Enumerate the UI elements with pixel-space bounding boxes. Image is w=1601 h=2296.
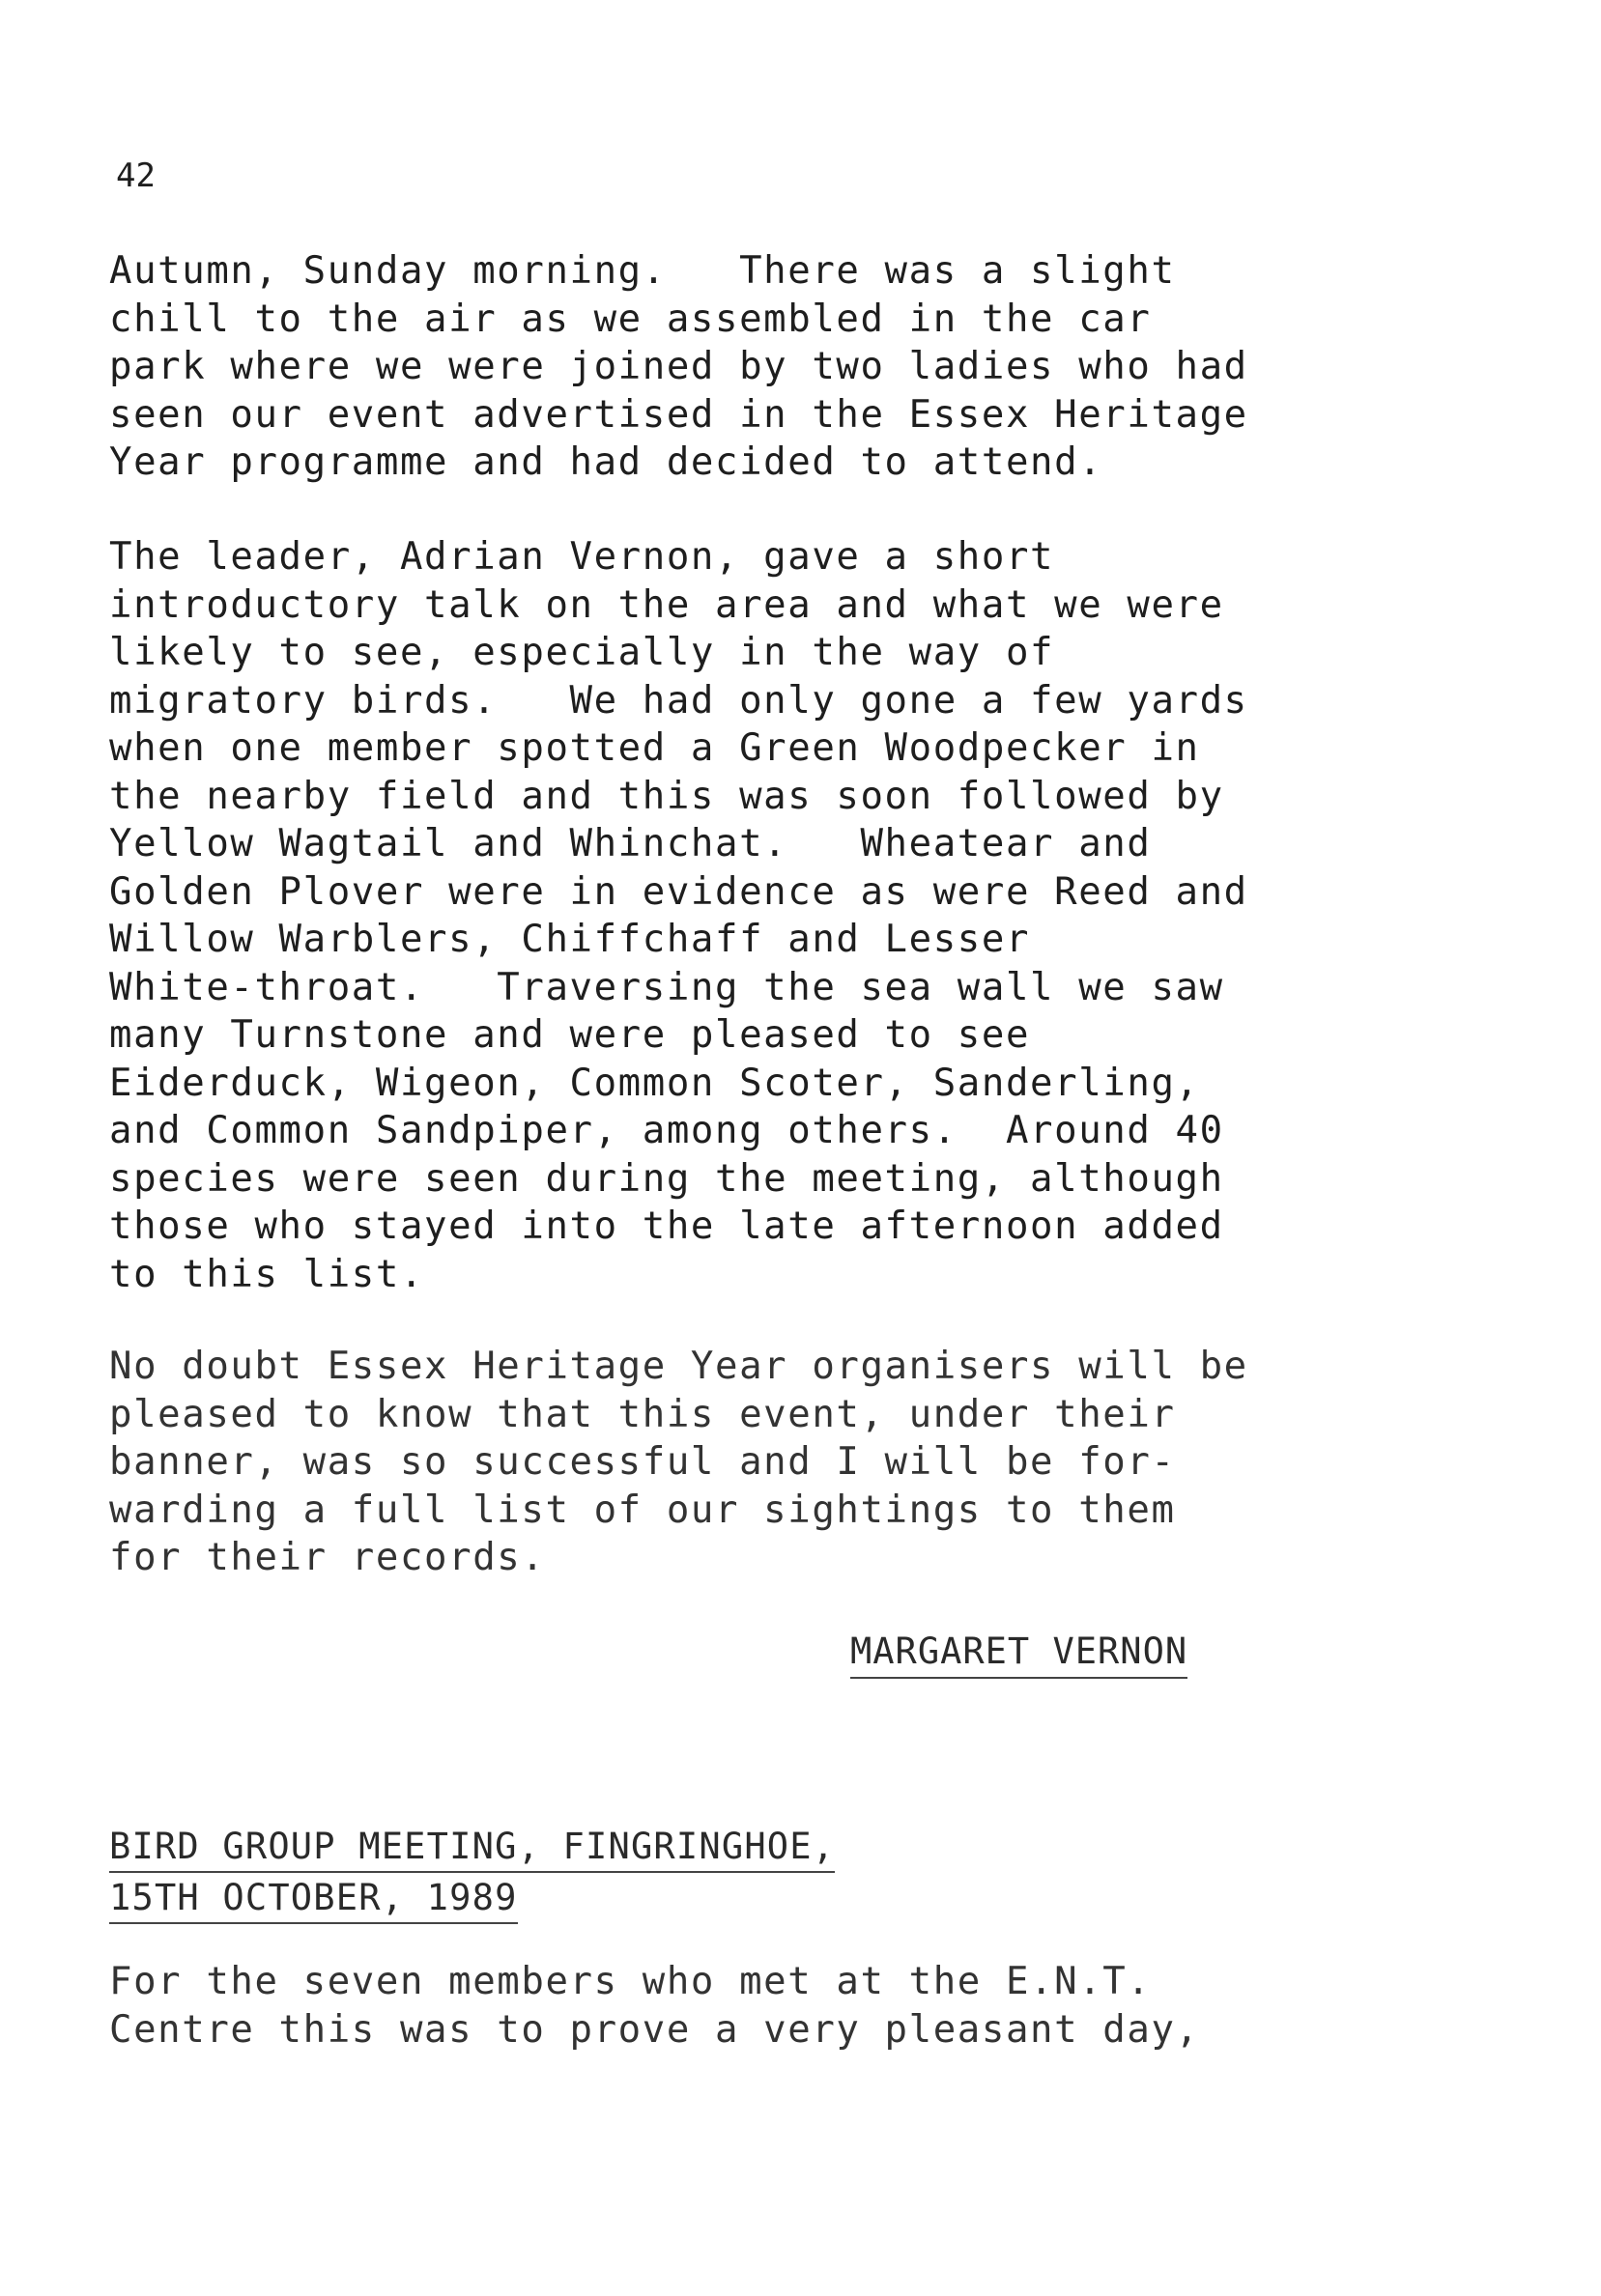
text-line: Autumn, Sunday morning. There was a slight [109,249,1176,293]
text-line: Yellow Wagtail and Whinchat. Wheatear and [109,822,1152,865]
text-line: many Turnstone and were pleased to see [109,1013,1031,1057]
text-line: when one member spotted a Green Woodpecker in [109,726,1200,770]
text-line: For the seven members who met at the E.N.T. [109,1960,1152,2003]
text-line: Golden Plover were in evidence as were Reed and [109,869,1248,914]
text-line: park where we were joined by two ladies who had [109,345,1248,388]
text-line: White-throat. Traversing the sea wall we saw [109,965,1224,1009]
text-line: Year programme and had decided to attend. [109,440,1103,484]
text-line: Willow Warblers, Chiffchaff and Lesser [109,918,1031,961]
text-line: warding a full list of our sightings to them [109,1488,1176,1532]
section-heading [109,1824,835,1926]
text-line: migratory birds. We had only gone a few yards [109,678,1248,723]
paragraph-fingringhoe-intro [109,1958,1501,2054]
text-line: those who stayed into the late afternoon added [109,1205,1224,1248]
text-line: the nearby field and this was soon followed by [109,774,1224,818]
text-line: Eiderduck, Wigeon, Common Scoter, Sanderling, [109,1061,1200,1105]
paragraph-autumn-morning [109,247,1501,487]
text-line: banner, was so successful and I will be for- [109,1440,1176,1484]
text-line: seen our event advertised in the Essex Heritage [109,392,1248,437]
author-signature: MARGARET VERNON [850,1630,1187,1679]
text-line: to this list. [109,1252,425,1296]
heading-line-date: 15TH OCTOBER, 1989 [109,1875,518,1924]
text-line: species were seen during the meeting, although [109,1156,1224,1201]
text-line: chill to the air as we assembled in the car [109,297,1152,341]
page-number: 42 [116,156,156,195]
text-line: introductory talk on the area and what we were [109,582,1224,627]
text-line: The leader, Adrian Vernon, gave a short [109,535,1055,579]
heading-line-title: BIRD GROUP MEETING, FINGRINGHOE, [109,1824,835,1873]
text-line: likely to see, especially in the way of [109,631,1055,674]
text-line: pleased to know that this event, under their [109,1392,1176,1436]
paragraph-heritage-year [109,1343,1501,1582]
text-line: Centre this was to prove a very pleasant day, [109,2007,1200,2052]
text-line: and Common Sandpiper, among others. Around 40 [109,1109,1224,1152]
text-line: No doubt Essex Heritage Year organisers will be [109,1345,1248,1388]
paragraph-leader-talk [109,533,1501,1298]
text-line: for their records. [109,1536,546,1579]
